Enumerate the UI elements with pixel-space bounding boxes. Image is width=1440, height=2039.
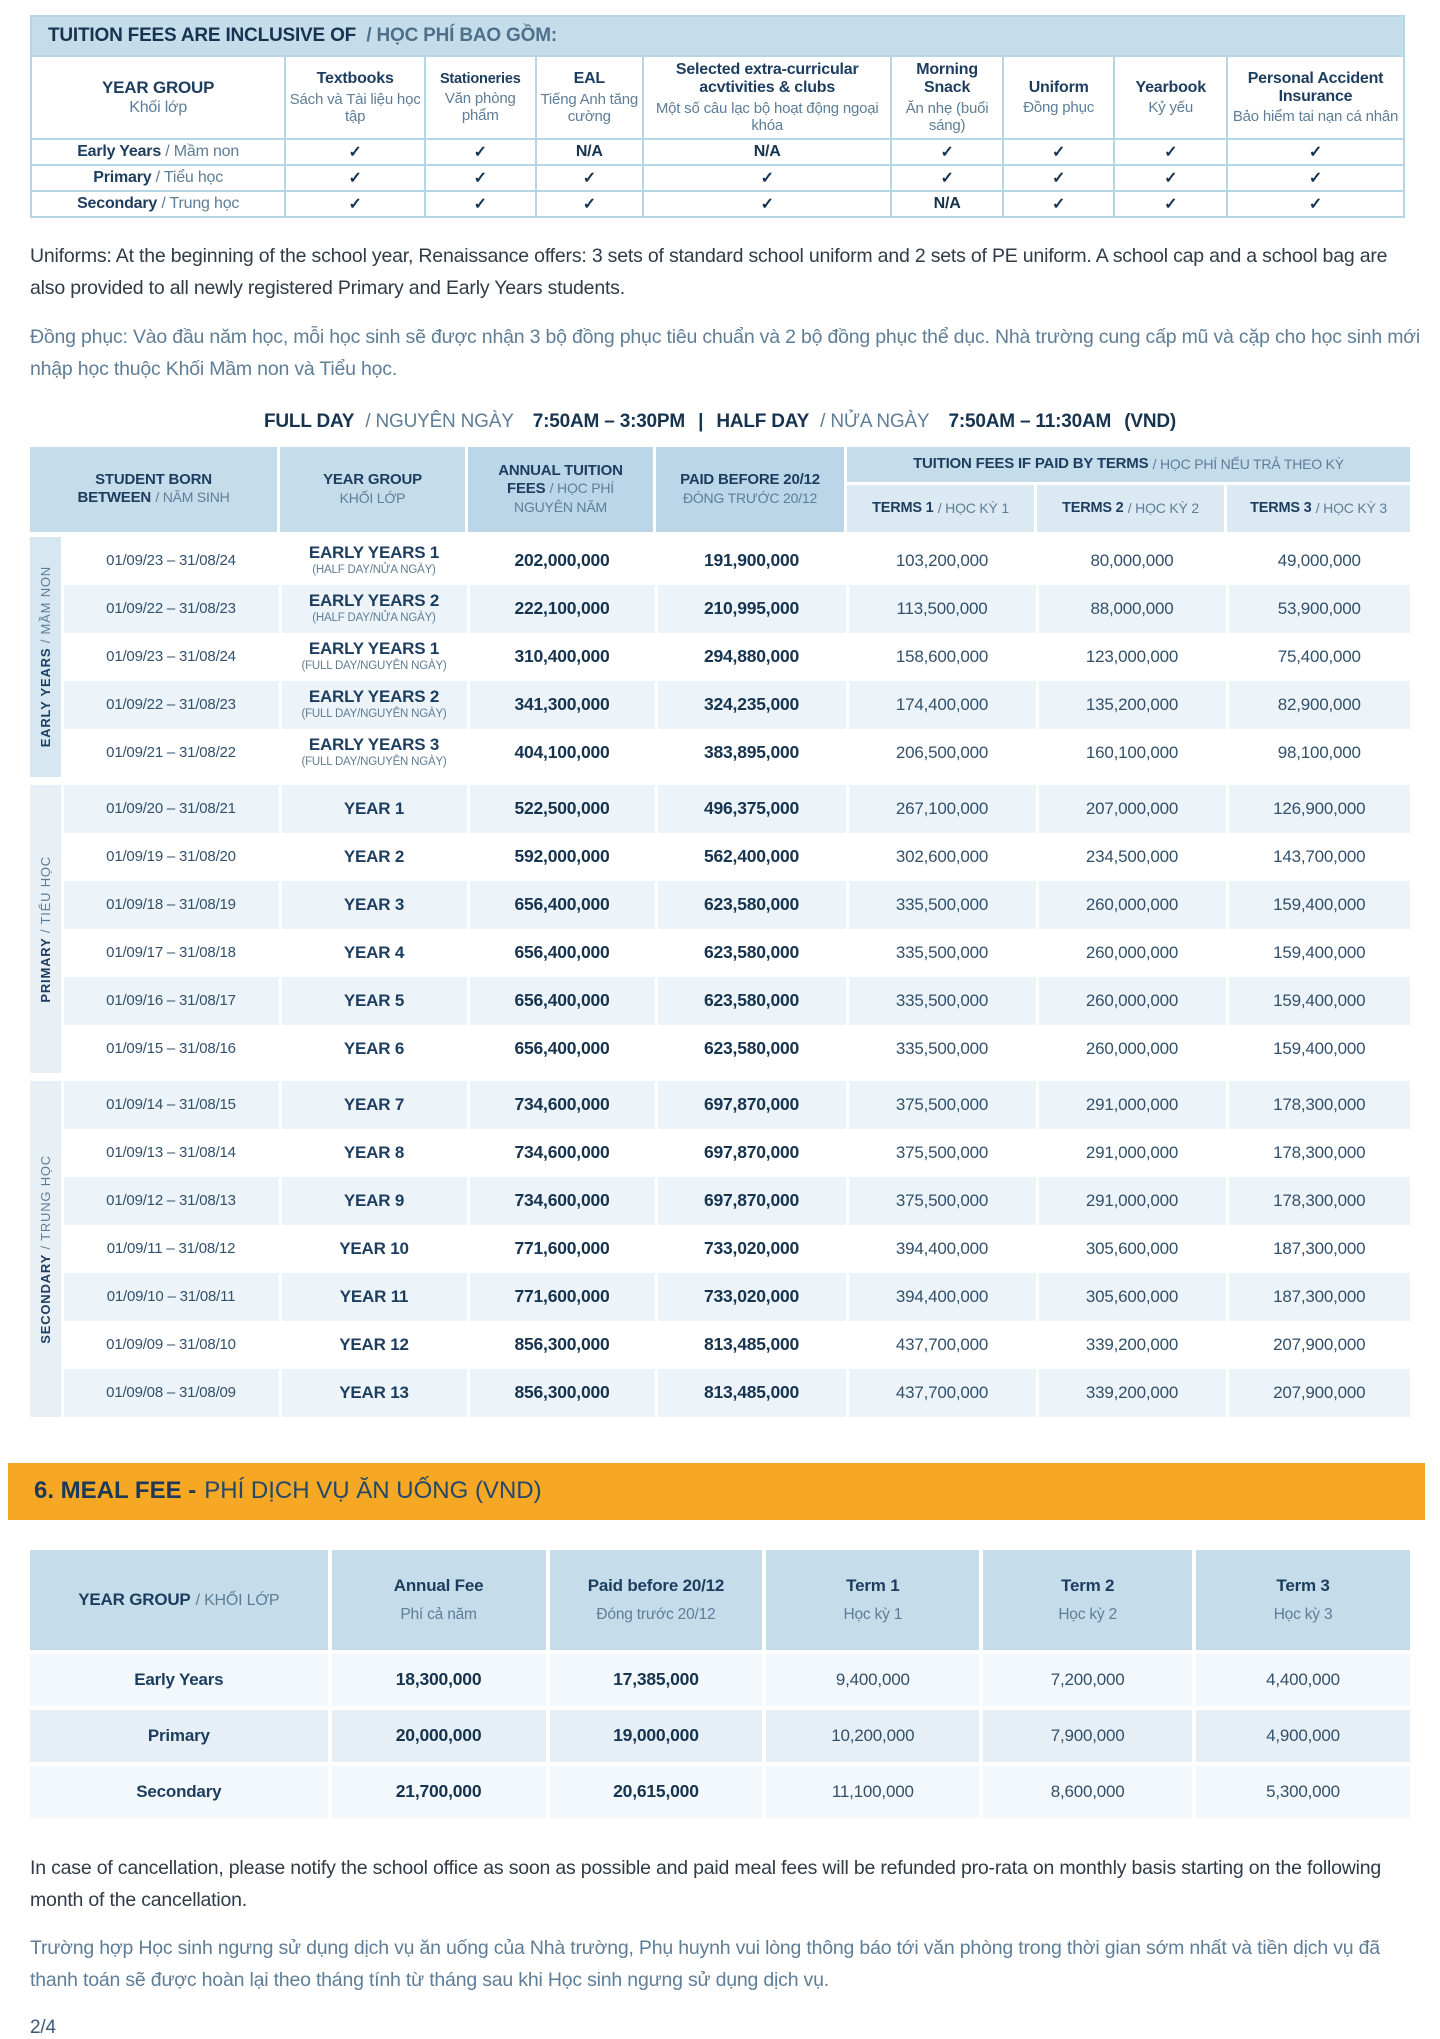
- cell-term2: 160,100,000: [1037, 729, 1227, 777]
- tuition-row: [30, 929, 1410, 977]
- cell-born: 01/09/22 – 31/08/23: [62, 681, 280, 729]
- cell-paid-before: 733,020,000: [656, 1225, 847, 1273]
- cell-paid-before: 623,580,000: [656, 1025, 847, 1073]
- cell-annual-fee: 734,600,000: [468, 1081, 656, 1129]
- cell-term2: 339,200,000: [1037, 1369, 1227, 1417]
- header-eal: EAL Tiếng Anh tăng cường: [536, 56, 644, 139]
- cell-check: ✓: [1114, 139, 1227, 165]
- cell-term3: 207,900,000: [1227, 1369, 1410, 1417]
- cell-year-group: EARLY YEARS 3 (FULL DAY/NGUYÊN NGÀY): [280, 729, 468, 777]
- tuition-row: [30, 1129, 1410, 1177]
- cell-term3: 5,300,000: [1196, 1766, 1410, 1818]
- cell-check: ✓: [1227, 191, 1404, 217]
- header-textbooks: Textbooks Sách và Tài liệu học tập: [285, 56, 425, 139]
- group-label-early-years: EARLY YEARS / MẦM NON: [30, 537, 62, 777]
- cell-term1: 206,500,000: [847, 729, 1037, 777]
- cell-term2: 260,000,000: [1037, 1025, 1227, 1073]
- cell-check: ✓: [536, 165, 644, 191]
- meal-header-row: [30, 1550, 1410, 1650]
- cell-term2: 7,200,000: [983, 1654, 1192, 1706]
- half-day-label: HALF DAY: [716, 410, 810, 432]
- meal-fee-title-vi: PHÍ DỊCH VỤ ĂN UỐNG (VND): [204, 1477, 542, 1505]
- cell-annual-fee: 856,300,000: [468, 1321, 656, 1369]
- cell-term1: 302,600,000: [847, 833, 1037, 881]
- cell-term3: 159,400,000: [1227, 977, 1410, 1025]
- cell-paid-before: 383,895,000: [656, 729, 847, 777]
- tuition-row: [30, 1273, 1410, 1321]
- inclusive-title-en: TUITION FEES ARE INCLUSIVE OF: [48, 25, 357, 46]
- cell-term1: 335,500,000: [847, 977, 1037, 1025]
- cell-born: 01/09/21 – 31/08/22: [62, 729, 280, 777]
- header-student-born: STUDENT BORN BETWEEN / NĂM SINH: [30, 447, 280, 532]
- cell-label: Early Years: [30, 1654, 328, 1706]
- header-year-group: YEAR GROUP / KHỐI LỚP: [30, 1550, 328, 1650]
- cell-born: 01/09/23 – 31/08/24: [62, 633, 280, 681]
- cell-paid-before: 496,375,000: [656, 785, 847, 833]
- cell-paid-before: 813,485,000: [656, 1321, 847, 1369]
- cell-year-group: EARLY YEARS 2 (FULL DAY/NGUYÊN NGÀY): [280, 681, 468, 729]
- page-number: 2/4: [30, 2016, 56, 2038]
- header-annual-fee: Annual Fee Phí cả năm: [332, 1550, 546, 1650]
- cell-annual-fee: 310,400,000: [468, 633, 656, 681]
- tuition-row: [30, 537, 1410, 585]
- cell-check: ✓: [1227, 139, 1404, 165]
- cell-annual-fee: 734,600,000: [468, 1129, 656, 1177]
- tuition-row: [30, 1369, 1410, 1417]
- cell-term2: 260,000,000: [1037, 977, 1227, 1025]
- tuition-row: [30, 633, 1410, 681]
- cell-born: 01/09/13 – 31/08/14: [62, 1129, 280, 1177]
- cell-annual-fee: 656,400,000: [468, 881, 656, 929]
- cell-born: 01/09/14 – 31/08/15: [62, 1081, 280, 1129]
- header-annual-fees: ANNUAL TUITION FEES / HỌC PHÍ NGUYÊN NĂM: [468, 447, 656, 532]
- cell-term2: 88,000,000: [1037, 585, 1227, 633]
- inclusive-row-early-years: [31, 139, 1404, 165]
- cell-term1: 174,400,000: [847, 681, 1037, 729]
- cell-born: 01/09/17 – 31/08/18: [62, 929, 280, 977]
- cell-annual-fee: 771,600,000: [468, 1225, 656, 1273]
- cell-year-group: YEAR 10: [280, 1225, 468, 1273]
- cell-term3: 53,900,000: [1227, 585, 1410, 633]
- cell-year-group: YEAR 1: [280, 785, 468, 833]
- cell-paid-before: 17,385,000: [550, 1654, 763, 1706]
- cell-year-group: YEAR 4: [280, 929, 468, 977]
- cell-year-group: YEAR 6: [280, 1025, 468, 1073]
- tuition-row: [30, 881, 1410, 929]
- cell-annual-fee: 341,300,000: [468, 681, 656, 729]
- cell-annual-fee: 18,300,000: [332, 1654, 546, 1706]
- group-label-primary: PRIMARY / TIỂU HỌC: [30, 785, 62, 1073]
- tuition-row: [30, 785, 1410, 833]
- cell-check: ✓: [643, 191, 891, 217]
- cell-paid-before: 697,870,000: [656, 1081, 847, 1129]
- cell-year-group: YEAR 5: [280, 977, 468, 1025]
- cell-term1: 11,100,000: [766, 1766, 979, 1818]
- header-term-1: Term 1 Học kỳ 1: [766, 1550, 979, 1650]
- cell-year-group: EARLY YEARS 2 (HALF DAY/NỬA NGÀY): [280, 585, 468, 633]
- cell-born: 01/09/19 – 31/08/20: [62, 833, 280, 881]
- tuition-row: [30, 1081, 1410, 1129]
- cell-born: 01/09/11 – 31/08/12: [62, 1225, 280, 1273]
- cell-paid-before: 697,870,000: [656, 1177, 847, 1225]
- cell-check: ✓: [285, 139, 425, 165]
- meal-row-early-years: [30, 1654, 1410, 1706]
- cell-term1: 375,500,000: [847, 1081, 1037, 1129]
- cell-year-group: YEAR 12: [280, 1321, 468, 1369]
- cell-paid-before: 324,235,000: [656, 681, 847, 729]
- cell-term1: 10,200,000: [766, 1710, 979, 1762]
- cell-check: ✓: [536, 191, 644, 217]
- tuition-row: [30, 681, 1410, 729]
- cell-check: ✓: [1114, 165, 1227, 191]
- cell-born: 01/09/20 – 31/08/21: [62, 785, 280, 833]
- tuition-row: [30, 1177, 1410, 1225]
- cell-check: ✓: [1003, 191, 1115, 217]
- cell-term3: 75,400,000: [1227, 633, 1410, 681]
- inclusive-title-vi: / HỌC PHÍ BAO GỒM:: [366, 25, 557, 46]
- tuition-row: [30, 1321, 1410, 1369]
- cell-label: Secondary: [30, 1766, 328, 1818]
- cell-check: N/A: [891, 191, 1003, 217]
- cell-term1: 394,400,000: [847, 1273, 1037, 1321]
- half-day-label-vi: / NỬA NGÀY: [820, 410, 930, 432]
- cell-term2: 207,000,000: [1037, 785, 1227, 833]
- cell-annual-fee: 734,600,000: [468, 1177, 656, 1225]
- cell-year-group: EARLY YEARS 1 (FULL DAY/NGUYÊN NGÀY): [280, 633, 468, 681]
- header-paid-by-terms: TUITION FEES IF PAID BY TERMS / HỌC PHÍ NẾU TRẢ THEO KỲ: [847, 447, 1410, 485]
- tuition-group-early-years: [30, 537, 1410, 777]
- cell-born: 01/09/23 – 31/08/24: [62, 537, 280, 585]
- tuition-row: [30, 1025, 1410, 1073]
- cell-term2: 234,500,000: [1037, 833, 1227, 881]
- cell-annual-fee: 656,400,000: [468, 1025, 656, 1073]
- cell-paid-before: 191,900,000: [656, 537, 847, 585]
- cell-year-group: YEAR 2: [280, 833, 468, 881]
- cell-check: ✓: [1114, 191, 1227, 217]
- cell-paid-before: 623,580,000: [656, 881, 847, 929]
- cell-term3: 159,400,000: [1227, 881, 1410, 929]
- group-label-secondary: SECONDARY / TRUNG HỌC: [30, 1081, 62, 1417]
- row-label: Secondary / Trung học: [31, 191, 285, 217]
- cell-born: 01/09/16 – 31/08/17: [62, 977, 280, 1025]
- cell-born: 01/09/09 – 31/08/10: [62, 1321, 280, 1369]
- uniform-note-vi: Đồng phục: Vào đầu năm học, mỗi học sinh sẽ được nhận 3 bộ đồng phục tiêu chuẩn và 2 bộ đồng phục thể dục. Nhà trường cung cấp mũ và cặp cho học sinh mới nhập học thuộc Khối Mầm non và Tiểu học.: [30, 325, 1421, 380]
- header-term-2: TERMS 2 / HỌC KỲ 2: [1037, 485, 1227, 532]
- cell-term3: 178,300,000: [1227, 1129, 1410, 1177]
- cell-born: 01/09/15 – 31/08/16: [62, 1025, 280, 1073]
- cell-paid-before: 19,000,000: [550, 1710, 763, 1762]
- cell-check: ✓: [643, 165, 891, 191]
- schedule-separator: |: [698, 410, 704, 432]
- cell-year-group: YEAR 7: [280, 1081, 468, 1129]
- cell-term3: 159,400,000: [1227, 1025, 1410, 1073]
- cell-label: Primary: [30, 1710, 328, 1762]
- header-term-3: TERMS 3 / HỌC KỲ 3: [1227, 485, 1410, 532]
- uniform-note-en: Uniforms: At the beginning of the school year, Renaissance offers: 3 sets of standard school uniform and 2 sets of PE uniform. A school cap and a school bag are also provided to all newly registered Primary and Early Years students.: [30, 245, 1388, 300]
- header-extracurricular: Selected extra-curricular acvtivities & clubs Một số câu lạc bộ hoạt động ngoại khóa: [643, 56, 891, 139]
- cell-term3: 187,300,000: [1227, 1225, 1410, 1273]
- cell-paid-before: 562,400,000: [656, 833, 847, 881]
- cell-born: 01/09/22 – 31/08/23: [62, 585, 280, 633]
- full-day-label: FULL DAY: [263, 410, 355, 432]
- cell-term3: 98,100,000: [1227, 729, 1410, 777]
- cell-annual-fee: 592,000,000: [468, 833, 656, 881]
- cell-paid-before: 733,020,000: [656, 1273, 847, 1321]
- cell-born: 01/09/12 – 31/08/13: [62, 1177, 280, 1225]
- header-paid-before: Paid before 20/12 Đóng trước 20/12: [550, 1550, 763, 1650]
- cell-annual-fee: 771,600,000: [468, 1273, 656, 1321]
- cell-term2: 260,000,000: [1037, 929, 1227, 977]
- schedule-header: [0, 411, 1440, 433]
- tuition-row: [30, 729, 1410, 777]
- cell-term2: 123,000,000: [1037, 633, 1227, 681]
- cell-annual-fee: 656,400,000: [468, 977, 656, 1025]
- cell-term2: 8,600,000: [983, 1766, 1192, 1818]
- cell-term2: 7,900,000: [983, 1710, 1192, 1762]
- cell-term1: 158,600,000: [847, 633, 1037, 681]
- cell-term1: 437,700,000: [847, 1321, 1037, 1369]
- meal-row-secondary: [30, 1766, 1410, 1818]
- cell-term1: 335,500,000: [847, 881, 1037, 929]
- tuition-row: [30, 977, 1410, 1025]
- header-year-group: YEAR GROUP KHỐI LỚP: [280, 447, 468, 532]
- cell-term1: 375,500,000: [847, 1177, 1037, 1225]
- cell-annual-fee: 404,100,000: [468, 729, 656, 777]
- cell-term3: 207,900,000: [1227, 1321, 1410, 1369]
- cell-term3: 143,700,000: [1227, 833, 1410, 881]
- cell-annual-fee: 522,500,000: [468, 785, 656, 833]
- cell-term2: 291,000,000: [1037, 1129, 1227, 1177]
- tuition-group-primary: [30, 785, 1410, 1073]
- tuition-row: [30, 585, 1410, 633]
- cell-term1: 394,400,000: [847, 1225, 1037, 1273]
- header-term-1: TERMS 1 / HỌC KỲ 1: [847, 485, 1037, 532]
- cell-check: ✓: [891, 165, 1003, 191]
- cell-annual-fee: 21,700,000: [332, 1766, 546, 1818]
- cell-annual-fee: 222,100,000: [468, 585, 656, 633]
- inclusive-header-row: [31, 56, 1404, 139]
- cancellation-note-en: In case of cancellation, please notify the school office as soon as possible and paid meal fees will be refunded pro-rata on monthly basis starting on the following month of the cancellation.: [30, 1856, 1382, 1912]
- cell-year-group: YEAR 11: [280, 1273, 468, 1321]
- cell-term2: 291,000,000: [1037, 1177, 1227, 1225]
- cell-annual-fee: 856,300,000: [468, 1369, 656, 1417]
- header-term-3: Term 3 Học kỳ 3: [1196, 1550, 1410, 1650]
- full-day-time: 7:50AM – 3:30PM: [532, 410, 686, 432]
- cell-term1: 267,100,000: [847, 785, 1037, 833]
- cell-term1: 103,200,000: [847, 537, 1037, 585]
- cell-year-group: YEAR 8: [280, 1129, 468, 1177]
- cell-term3: 49,000,000: [1227, 537, 1410, 585]
- header-uniform: Uniform Đồng phục: [1003, 56, 1115, 139]
- tuition-row: [30, 833, 1410, 881]
- row-label: Primary / Tiểu học: [31, 165, 285, 191]
- cell-paid-before: 294,880,000: [656, 633, 847, 681]
- cell-annual-fee: 202,000,000: [468, 537, 656, 585]
- tuition-table-header: [30, 447, 1410, 532]
- meal-row-primary: [30, 1710, 1410, 1762]
- header-term-2: Term 2 Học kỳ 2: [983, 1550, 1192, 1650]
- cell-annual-fee: 656,400,000: [468, 929, 656, 977]
- tuition-row: [30, 1225, 1410, 1273]
- inclusive-row-primary: [31, 165, 1404, 191]
- cell-term3: 126,900,000: [1227, 785, 1410, 833]
- cell-term2: 291,000,000: [1037, 1081, 1227, 1129]
- cell-check: ✓: [285, 165, 425, 191]
- cell-born: 01/09/08 – 31/08/09: [62, 1369, 280, 1417]
- cell-check: ✓: [425, 191, 536, 217]
- cell-term3: 178,300,000: [1227, 1177, 1410, 1225]
- cell-check: ✓: [1227, 165, 1404, 191]
- cell-term3: 187,300,000: [1227, 1273, 1410, 1321]
- cell-annual-fee: 20,000,000: [332, 1710, 546, 1762]
- cell-term2: 339,200,000: [1037, 1321, 1227, 1369]
- cell-term1: 335,500,000: [847, 1025, 1037, 1073]
- inclusive-title-row: [31, 16, 1404, 56]
- meal-fee-header: [8, 1463, 1425, 1520]
- tuition-group-secondary: [30, 1081, 1410, 1417]
- cell-check: ✓: [1003, 165, 1115, 191]
- cell-year-group: YEAR 3: [280, 881, 468, 929]
- cell-term2: 305,600,000: [1037, 1225, 1227, 1273]
- cell-term1: 335,500,000: [847, 929, 1037, 977]
- inclusive-title: [31, 16, 1404, 56]
- row-label: Early Years / Mầm non: [31, 139, 285, 165]
- header-year-group: YEAR GROUP Khối lớp: [31, 56, 285, 139]
- cell-term1: 437,700,000: [847, 1369, 1037, 1417]
- cell-check: ✓: [891, 139, 1003, 165]
- cell-term3: 159,400,000: [1227, 929, 1410, 977]
- cell-check: ✓: [1003, 139, 1115, 165]
- cell-term1: 113,500,000: [847, 585, 1037, 633]
- full-day-label-vi: / NGUYÊN NGÀY: [365, 410, 514, 432]
- cell-check: N/A: [536, 139, 644, 165]
- cell-paid-before: 697,870,000: [656, 1129, 847, 1177]
- cell-check: ✓: [425, 165, 536, 191]
- cell-check: ✓: [285, 191, 425, 217]
- cell-year-group: EARLY YEARS 1 (HALF DAY/NỬA NGÀY): [280, 537, 468, 585]
- cell-term2: 80,000,000: [1037, 537, 1227, 585]
- meal-fee-title-en: 6. MEAL FEE -: [34, 1477, 197, 1505]
- cell-term2: 305,600,000: [1037, 1273, 1227, 1321]
- inclusive-fees-table: [30, 15, 1405, 218]
- cell-year-group: YEAR 9: [280, 1177, 468, 1225]
- half-day-time: 7:50AM – 11:30AM: [948, 410, 1112, 432]
- cell-term2: 135,200,000: [1037, 681, 1227, 729]
- cell-paid-before: 623,580,000: [656, 977, 847, 1025]
- cell-check: ✓: [425, 139, 536, 165]
- cell-term3: 4,400,000: [1196, 1654, 1410, 1706]
- inclusive-row-secondary: [31, 191, 1404, 217]
- cell-term2: 260,000,000: [1037, 881, 1227, 929]
- cell-term3: 82,900,000: [1227, 681, 1410, 729]
- header-yearbook: Yearbook Kỷ yếu: [1114, 56, 1227, 139]
- header-morning-snack: Morning Snack Ăn nhẹ (buổi sáng): [891, 56, 1003, 139]
- cell-term1: 375,500,000: [847, 1129, 1037, 1177]
- cell-check: N/A: [643, 139, 891, 165]
- cell-paid-before: 813,485,000: [656, 1369, 847, 1417]
- cell-term3: 178,300,000: [1227, 1081, 1410, 1129]
- header-insurance: Personal Accident Insurance Bảo hiểm tai nạn cá nhân: [1227, 56, 1404, 139]
- cell-term1: 9,400,000: [766, 1654, 979, 1706]
- header-paid-before: PAID BEFORE 20/12 ĐÓNG TRƯỚC 20/12: [656, 447, 847, 532]
- cell-paid-before: 623,580,000: [656, 929, 847, 977]
- cancellation-note-vi: Trường hợp Học sinh ngưng sử dụng dịch vụ ăn uống của Nhà trường, Phụ huynh vui lòng thông báo tới văn phòng trong thời gian sớm nhất và tiền dịch vụ đã thanh toán sẽ được hoàn lại theo tháng tính từ tháng sau khi Học sinh ngưng sử dụng dịch vụ.: [30, 1937, 1380, 1992]
- header-stationeries: Stationeries Văn phòng phẩm: [425, 56, 536, 139]
- currency-label: (VND): [1124, 410, 1176, 432]
- cell-born: 01/09/10 – 31/08/11: [62, 1273, 280, 1321]
- cell-term3: 4,900,000: [1196, 1710, 1410, 1762]
- cell-born: 01/09/18 – 31/08/19: [62, 881, 280, 929]
- cell-paid-before: 20,615,000: [550, 1766, 763, 1818]
- cell-paid-before: 210,995,000: [656, 585, 847, 633]
- cell-year-group: YEAR 13: [280, 1369, 468, 1417]
- meal-fee-table: [26, 1546, 1414, 1822]
